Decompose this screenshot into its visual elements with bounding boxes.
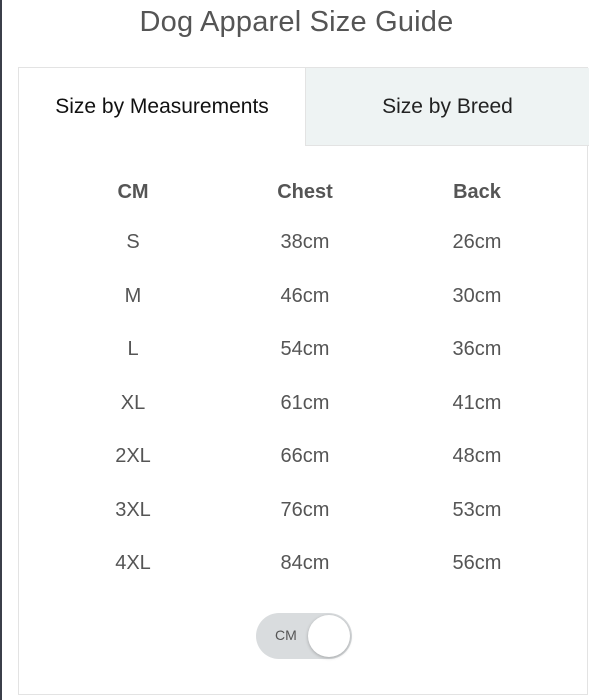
unit-toggle-wrapper bbox=[256, 613, 352, 659]
column-header-unit: CM bbox=[117, 180, 149, 203]
chest-cell: 84cm bbox=[280, 552, 330, 575]
tab-size-by-breed[interactable]: Size by Breed bbox=[305, 68, 589, 146]
back-cell: 53cm bbox=[452, 498, 502, 521]
chest-cell: 38cm bbox=[280, 231, 330, 254]
size-cell: XL bbox=[120, 391, 146, 414]
back-cell: 30cm bbox=[452, 284, 502, 307]
chest-cell: 66cm bbox=[280, 445, 330, 468]
tab-size-by-measurements[interactable]: Size by Measurements bbox=[19, 68, 305, 146]
table-row bbox=[47, 537, 563, 591]
size-cell: L bbox=[127, 338, 139, 361]
table-header-row bbox=[47, 168, 563, 216]
page-title: Dog Apparel Size Guide bbox=[139, 6, 454, 38]
back-cell: 26cm bbox=[452, 231, 502, 254]
size-cell: S bbox=[126, 231, 140, 254]
chest-cell: 54cm bbox=[280, 338, 330, 361]
back-cell: 41cm bbox=[452, 391, 502, 414]
chest-cell: 46cm bbox=[280, 284, 330, 307]
size-guide-panel bbox=[18, 67, 588, 695]
size-cell: 4XL bbox=[115, 552, 151, 575]
column-header-back: Back bbox=[453, 180, 501, 203]
table-row bbox=[47, 430, 563, 484]
table-row bbox=[47, 216, 563, 270]
table-row bbox=[47, 270, 563, 324]
size-cell: M bbox=[124, 284, 142, 307]
unit-toggle-label: CM bbox=[275, 627, 297, 643]
size-table bbox=[47, 168, 563, 591]
toggle-knob[interactable] bbox=[308, 615, 350, 657]
tab-bar bbox=[19, 68, 587, 146]
table-row bbox=[47, 484, 563, 538]
table-row bbox=[47, 377, 563, 431]
chest-cell: 76cm bbox=[280, 498, 330, 521]
back-cell: 48cm bbox=[452, 445, 502, 468]
size-cell: 3XL bbox=[115, 498, 151, 521]
unit-toggle[interactable] bbox=[256, 613, 352, 659]
column-header-chest: Chest bbox=[277, 180, 333, 203]
chest-cell: 61cm bbox=[280, 391, 330, 414]
back-cell: 36cm bbox=[452, 338, 502, 361]
window-edge bbox=[0, 0, 2, 700]
back-cell: 56cm bbox=[452, 552, 502, 575]
size-cell: 2XL bbox=[115, 445, 151, 468]
table-row bbox=[47, 323, 563, 377]
